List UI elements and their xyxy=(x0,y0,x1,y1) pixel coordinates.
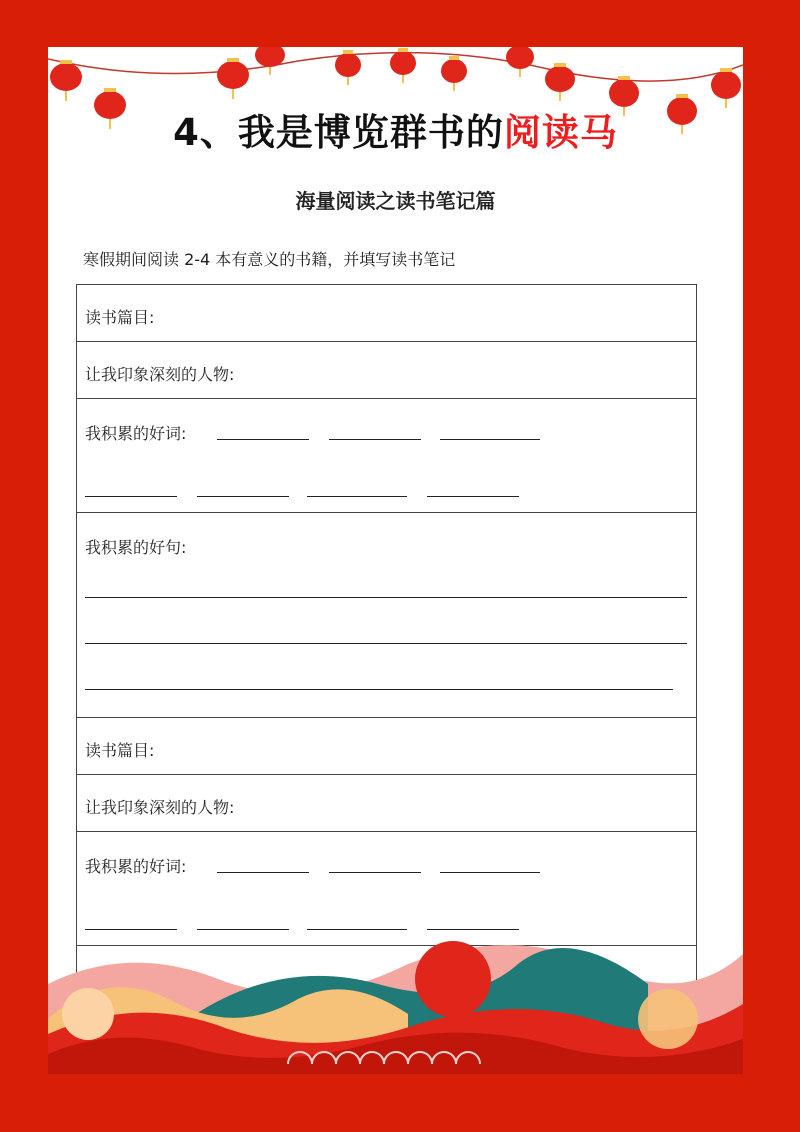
title-highlight: 阅读马 xyxy=(503,111,618,154)
person-label: 让我印象深刻的人物: xyxy=(85,365,235,384)
lantern-icon xyxy=(441,56,467,91)
word-blank[interactable] xyxy=(329,439,421,440)
word-blank[interactable] xyxy=(217,439,309,440)
page-title xyxy=(48,102,743,156)
sentence-line[interactable] xyxy=(85,689,673,690)
word-blank[interactable] xyxy=(217,872,309,873)
person-label: 让我印象深刻的人物: xyxy=(85,798,235,817)
book-title-row[interactable] xyxy=(77,285,696,342)
sentence-line[interactable] xyxy=(85,643,687,644)
word-blank[interactable] xyxy=(440,872,540,873)
word-blank[interactable] xyxy=(85,496,177,497)
good-sentences-label: 我积累的好句: xyxy=(85,538,187,557)
book-title-row[interactable] xyxy=(77,718,696,775)
lantern-icon xyxy=(50,60,82,101)
lantern-icon xyxy=(217,58,249,99)
word-blank[interactable] xyxy=(440,439,540,440)
word-blank[interactable] xyxy=(427,496,519,497)
red-sun-icon xyxy=(415,941,491,1017)
person-row[interactable] xyxy=(77,342,696,399)
page-subtitle: 海量阅读之读书笔记篇 xyxy=(295,189,496,213)
title-prefix: 4、我是博览群书的 xyxy=(173,111,504,154)
word-blank[interactable] xyxy=(197,496,289,497)
good-words-row[interactable] xyxy=(77,399,696,513)
good-words-label: 我积累的好词: xyxy=(85,857,187,876)
person-row[interactable] xyxy=(77,775,696,832)
sentence-line[interactable] xyxy=(85,597,687,598)
intro-text: 寒假期间阅读 2-4 本有意义的书籍，并填写读书笔记 xyxy=(83,250,456,269)
lantern-icon xyxy=(506,47,534,77)
lantern-icon xyxy=(255,47,285,75)
good-words-label: 我积累的好词: xyxy=(85,424,187,443)
worksheet-page xyxy=(48,47,743,1074)
good-sentences-row[interactable] xyxy=(77,513,696,718)
book-title-label: 读书篇目: xyxy=(85,308,155,327)
festive-wave-decoration xyxy=(48,924,743,1074)
word-blank[interactable] xyxy=(329,872,421,873)
word-blank[interactable] xyxy=(307,496,407,497)
book-title-label: 读书篇目: xyxy=(85,741,155,760)
